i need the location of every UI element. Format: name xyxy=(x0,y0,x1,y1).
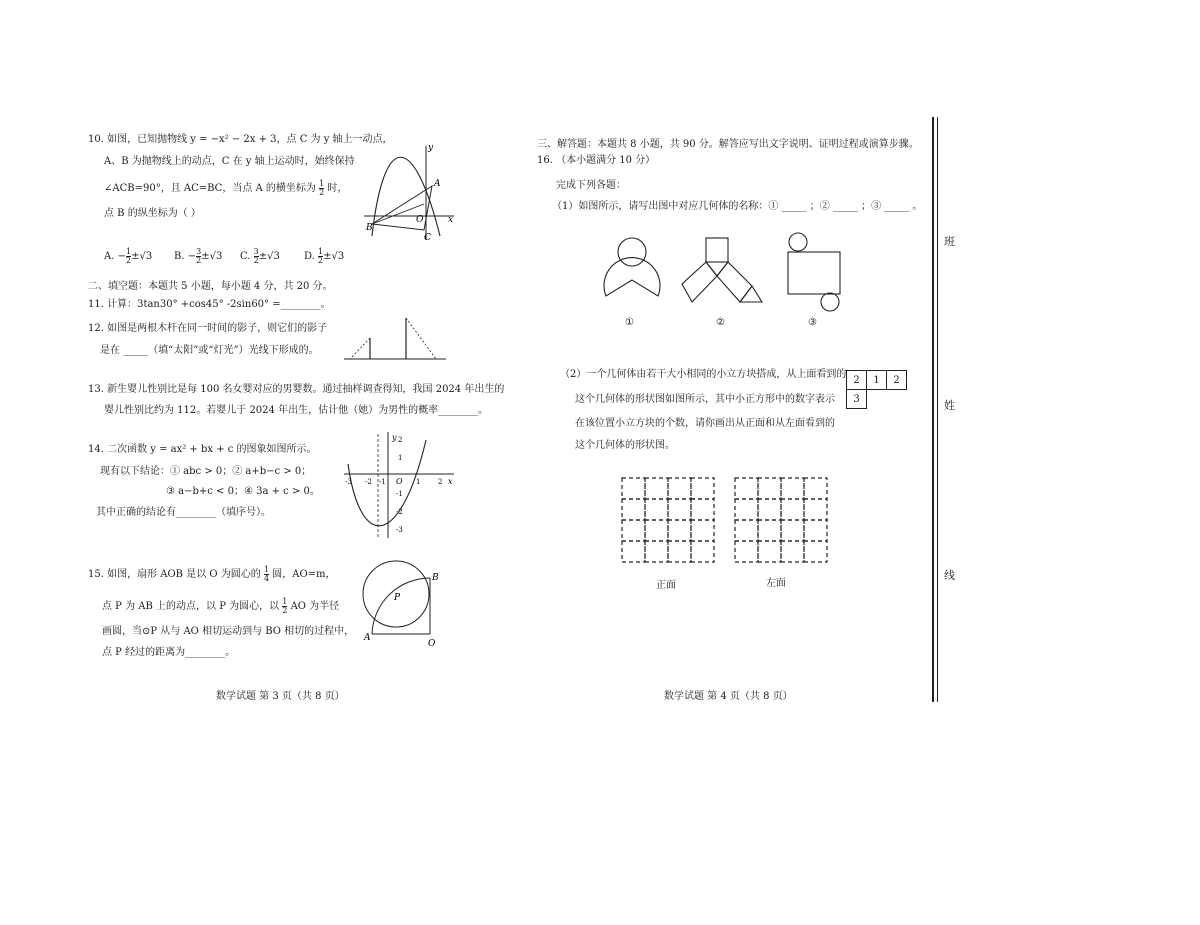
answer-grid-cell[interactable] xyxy=(781,520,804,541)
right-page-footer: 数学试题 第 4 页（共 8 页） xyxy=(664,691,793,702)
q16-part1: （1）如图所示，请写出图中对应几何体的名称：① _____ ；② _____ ；③ _____ 。 xyxy=(552,201,923,212)
q14-xtick: 2 xyxy=(438,478,443,486)
answer-grid-cell[interactable] xyxy=(758,520,781,541)
answer-grid-cell[interactable] xyxy=(781,478,804,499)
q14-quadratic-figure xyxy=(340,430,458,542)
q16-part2-line1: （2）一个几何体由若干大小相同的小立方块搭成，从上面看到的 xyxy=(560,369,847,380)
answer-grid-cell[interactable] xyxy=(622,541,645,562)
q10-line4: 点 B 的纵坐标为（ ） xyxy=(104,208,201,219)
answer-grid-cell[interactable] xyxy=(645,520,668,541)
q10-fraction: $\frac{1}{2}$ xyxy=(319,179,325,197)
q10-line3: ∠ACB=90°，且 AC=BC，当点 A 的横坐标为 $\frac{1}{2}$ 时， xyxy=(104,179,348,197)
q10-y-label: y xyxy=(428,143,434,153)
front-view-grid[interactable] xyxy=(621,477,717,563)
q10-choice-b: B. − $\frac{3}{2}$ ±√3 xyxy=(174,247,223,265)
answer-grid-cell[interactable] xyxy=(735,541,758,562)
q16-intro: 完成下列各题： xyxy=(556,180,626,191)
q10-line2: A、B 为抛物线上的动点，C 在 y 轴上运动时，始终保持 xyxy=(104,156,355,167)
net-2-prism xyxy=(678,236,764,308)
answer-grid-cell[interactable] xyxy=(691,520,714,541)
q15-sector-figure xyxy=(358,556,448,648)
binding-char-line: 线 xyxy=(944,569,955,582)
q14-ytick: -2 xyxy=(396,508,403,516)
q15-b-label: B xyxy=(432,573,439,583)
q15-line3: 画圆，当⊙P 从与 AO 相切运动到与 BO 相切的过程中， xyxy=(102,626,355,637)
answer-grid-cell[interactable] xyxy=(622,520,645,541)
answer-grid-cell[interactable] xyxy=(758,541,781,562)
q10-b-label: B xyxy=(366,223,373,233)
answer-grid-cell[interactable] xyxy=(691,541,714,562)
answer-grid-cell[interactable] xyxy=(622,478,645,499)
q15-p-label: P xyxy=(394,593,401,603)
q14-line2: 现有以下结论：① abc > 0；② a+b−c > 0； xyxy=(100,466,312,477)
net-3-cylinder xyxy=(782,232,844,312)
answer-grid-cell[interactable] xyxy=(691,478,714,499)
q12-line2: 是在 _____（填“太阳”或“灯光”）光线下形成的。 xyxy=(100,345,319,356)
net-label-2: ② xyxy=(716,317,725,328)
answer-grid-cell[interactable] xyxy=(668,541,691,562)
answer-grid-cell[interactable] xyxy=(622,499,645,520)
binding-char-name: 姓 xyxy=(944,399,955,412)
q14-ytick: -1 xyxy=(396,490,403,498)
q14-x-label: x xyxy=(448,477,453,486)
answer-grid-cell[interactable] xyxy=(645,478,668,499)
q16-title: 16. （本小题满分 10 分） xyxy=(537,155,656,166)
q10-line1: 10. 如图，已知抛物线 y = −x² − 2x + 3，点 C 为 y 轴上一动点， xyxy=(88,134,393,145)
q13-line1: 13. 新生婴儿性别比是每 100 名女婴对应的男婴数。通过抽样调查得知，我国 2024 年出生的 xyxy=(88,384,505,395)
answer-grid-cell[interactable] xyxy=(804,520,827,541)
q14-ytick: 2 xyxy=(398,436,403,444)
q14-ytick: -3 xyxy=(396,526,403,534)
q13-line2: 婴儿性别比约为 112。若婴儿于 2024 年出生，估计他（她）为男性的概率________。 xyxy=(104,405,489,416)
top-view-grid xyxy=(846,370,907,409)
answer-grid-cell[interactable] xyxy=(804,541,827,562)
answer-grid-cell[interactable] xyxy=(668,499,691,520)
q15-line1: 15. 如图，扇形 AOB 是以 O 为圆心的 $\frac{1}{4}$ 圆，AO=m， xyxy=(88,565,336,583)
q10-x-label: x xyxy=(448,215,454,225)
answer-grid-cell[interactable] xyxy=(781,499,804,520)
binding-line-thick xyxy=(932,117,934,702)
front-view-label: 正面 xyxy=(656,580,676,591)
q15-a-label: A xyxy=(364,633,371,643)
net-label-3: ③ xyxy=(808,317,817,328)
q10-o-label: O xyxy=(416,215,424,225)
binding-char-class: 班 xyxy=(944,235,955,248)
q12-shadow-figure xyxy=(340,314,450,362)
q14-xtick: 1 xyxy=(416,478,421,486)
left-view-label: 左面 xyxy=(766,578,786,589)
top-view-cell: 1 xyxy=(867,371,887,390)
answer-grid-cell[interactable] xyxy=(645,541,668,562)
answer-grid-cell[interactable] xyxy=(804,478,827,499)
answer-grid-cell[interactable] xyxy=(735,478,758,499)
q15-line4: 点 P 经过的距离为________。 xyxy=(102,647,236,658)
q14-y-label: y xyxy=(392,433,397,442)
q16-part2-line4: 这个几何体的形状图。 xyxy=(575,440,675,451)
q10-choice-a: A. − $\frac{1}{2}$ ±√3 xyxy=(104,247,153,265)
top-view-cell: 3 xyxy=(847,390,867,409)
top-view-cell: 2 xyxy=(887,371,907,390)
q14-o-label: O xyxy=(396,477,403,486)
section-2-heading: 二、填空题：本题共 5 小题，每小题 4 分，共 20 分。 xyxy=(88,281,333,292)
section-3-heading: 三、解答题：本题共 8 小题，共 90 分。解答应写出文字说明、证明过程或演算步骤。 xyxy=(537,139,919,150)
q16-part2-line2: 这个几何体的形状图如图所示，其中小正方形中的数字表示 xyxy=(575,394,835,405)
answer-grid-cell[interactable] xyxy=(804,499,827,520)
q15-o-label: O xyxy=(428,639,436,648)
answer-grid-cell[interactable] xyxy=(691,499,714,520)
q10-a-label: A xyxy=(434,179,441,189)
answer-grid-cell[interactable] xyxy=(758,478,781,499)
q14-line4: 其中正确的结论有________（填序号）。 xyxy=(96,507,271,518)
q10-choice-d: D. $\frac{1}{2}$ ±√3 xyxy=(304,247,345,265)
answer-grid-cell[interactable] xyxy=(668,478,691,499)
q15-line2: 点 P 为 AB 上的动点，以 P 为圆心，以 $\frac{1}{2}$ AO 为半径 xyxy=(102,597,340,615)
q11: 11. 计算：3tan30° +cos45° -2sin60° =________。 xyxy=(88,299,331,310)
left-page-footer: 数学试题 第 3 页（共 8 页） xyxy=(216,691,345,702)
answer-grid-cell[interactable] xyxy=(668,520,691,541)
left-view-grid[interactable] xyxy=(734,477,830,563)
q14-xtick: -3 xyxy=(345,478,352,486)
q12-line1: 12. 如图是两根木杆在同一时间的影子，则它们的影子 xyxy=(88,323,328,334)
answer-grid-cell[interactable] xyxy=(735,499,758,520)
answer-grid-cell[interactable] xyxy=(781,541,804,562)
q16-part2-line3: 在该位置小立方块的个数，请你画出从正面和从左面看到的 xyxy=(575,418,835,429)
q14-line3: ③ a−b+c < 0；④ 3a + c > 0。 xyxy=(166,486,320,497)
q10-c-label: C xyxy=(424,233,431,243)
net-1-cone xyxy=(600,236,664,310)
q14-xtick: -1 xyxy=(379,478,386,486)
q10-parabola-figure xyxy=(362,140,457,245)
net-label-1: ① xyxy=(625,317,634,328)
binding-line-thin xyxy=(937,117,938,702)
q10-choice-c: C. $\frac{3}{2}$ ±√3 xyxy=(240,247,280,265)
q14-xtick: -2 xyxy=(365,478,372,486)
q14-ytick: 1 xyxy=(398,454,403,462)
answer-grid-cell[interactable] xyxy=(645,499,668,520)
q14-line1: 14. 二次函数 y = ax² + bx + c 的图象如图所示。 xyxy=(88,444,317,455)
top-view-cell: 2 xyxy=(847,371,867,390)
answer-grid-cell[interactable] xyxy=(758,499,781,520)
answer-grid-cell[interactable] xyxy=(735,520,758,541)
